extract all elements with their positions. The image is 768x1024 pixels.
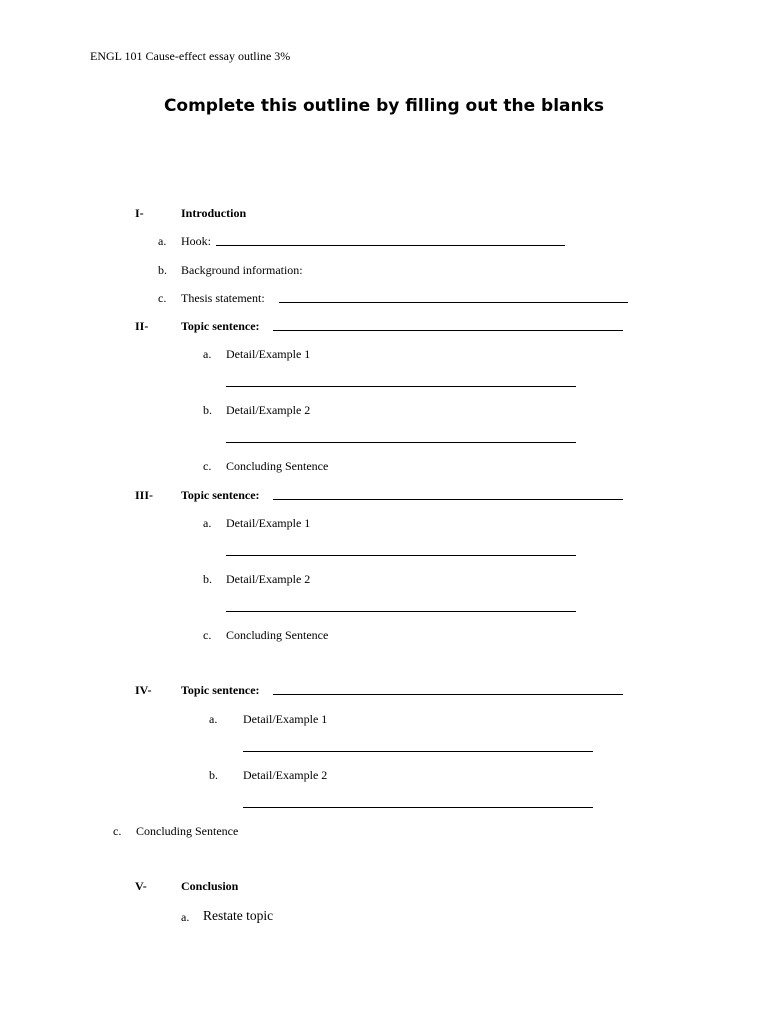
restate-topic-label: Restate topic xyxy=(203,908,274,923)
section-2-topic-sentence-blank[interactable] xyxy=(273,330,623,331)
section-3-concluding-sentence-label: Concluding Sentence xyxy=(226,628,329,642)
hook-blank[interactable] xyxy=(216,245,565,246)
section-3-detail-1-label: Detail/Example 1 xyxy=(226,516,311,530)
section-1-heading: Introduction xyxy=(181,206,247,220)
hook-label: Hook: xyxy=(181,234,211,248)
section-3-item-a-letter: a. xyxy=(203,516,212,530)
section-4-item-c-letter: c. xyxy=(113,824,122,838)
section-1-item-c-letter: c. xyxy=(158,291,167,305)
section-2-detail-1-label: Detail/Example 1 xyxy=(226,347,311,361)
thesis-statement-blank[interactable] xyxy=(279,302,628,303)
section-4-topic-sentence-blank[interactable] xyxy=(273,694,623,695)
section-4-detail-2-blank[interactable] xyxy=(243,807,593,808)
section-4-item-a-letter: a. xyxy=(209,712,218,726)
section-3-item-c-letter: c. xyxy=(203,628,212,642)
section-3-topic-sentence-blank[interactable] xyxy=(273,499,623,500)
section-1-item-a-letter: a. xyxy=(158,234,167,248)
section-4-item-b-letter: b. xyxy=(209,768,218,782)
section-2-item-b-letter: b. xyxy=(203,403,212,417)
section-3-numeral: III- xyxy=(135,488,154,502)
section-3-detail-2-label: Detail/Example 2 xyxy=(226,572,311,586)
background-information-label: Background information: xyxy=(181,263,303,277)
course-header: ENGL 101 Cause-effect essay outline 3% xyxy=(90,49,291,63)
section-4-detail-1-label: Detail/Example 1 xyxy=(243,712,328,726)
thesis-statement-label: Thesis statement: xyxy=(181,291,265,305)
section-2-concluding-sentence-label: Concluding Sentence xyxy=(226,459,329,473)
section-4-detail-1-blank[interactable] xyxy=(243,751,593,752)
section-2-detail-2-blank[interactable] xyxy=(226,442,576,443)
section-3-item-b-letter: b. xyxy=(203,572,212,586)
section-4-detail-2-label: Detail/Example 2 xyxy=(243,768,328,782)
conclusion-heading: Conclusion xyxy=(181,879,239,893)
section-3-detail-2-blank[interactable] xyxy=(226,611,576,612)
section-5-item-a-letter: a. xyxy=(181,910,190,924)
section-5-numeral: V- xyxy=(135,879,147,893)
section-2-item-a-letter: a. xyxy=(203,347,212,361)
section-4-numeral: IV- xyxy=(135,683,152,697)
section-2-item-c-letter: c. xyxy=(203,459,212,473)
section-2-numeral: II- xyxy=(135,319,149,333)
section-2-topic-sentence-label: Topic sentence: xyxy=(181,319,260,333)
section-4-concluding-sentence-label: Concluding Sentence xyxy=(136,824,239,838)
section-3-detail-1-blank[interactable] xyxy=(226,555,576,556)
section-3-topic-sentence-label: Topic sentence: xyxy=(181,488,260,502)
section-1-numeral: I- xyxy=(135,206,144,220)
section-2-detail-1-blank[interactable] xyxy=(226,386,576,387)
section-2-detail-2-label: Detail/Example 2 xyxy=(226,403,311,417)
page-title: Complete this outline by filling out the blanks xyxy=(163,96,605,116)
section-4-topic-sentence-label: Topic sentence: xyxy=(181,683,260,697)
section-1-item-b-letter: b. xyxy=(158,263,167,277)
